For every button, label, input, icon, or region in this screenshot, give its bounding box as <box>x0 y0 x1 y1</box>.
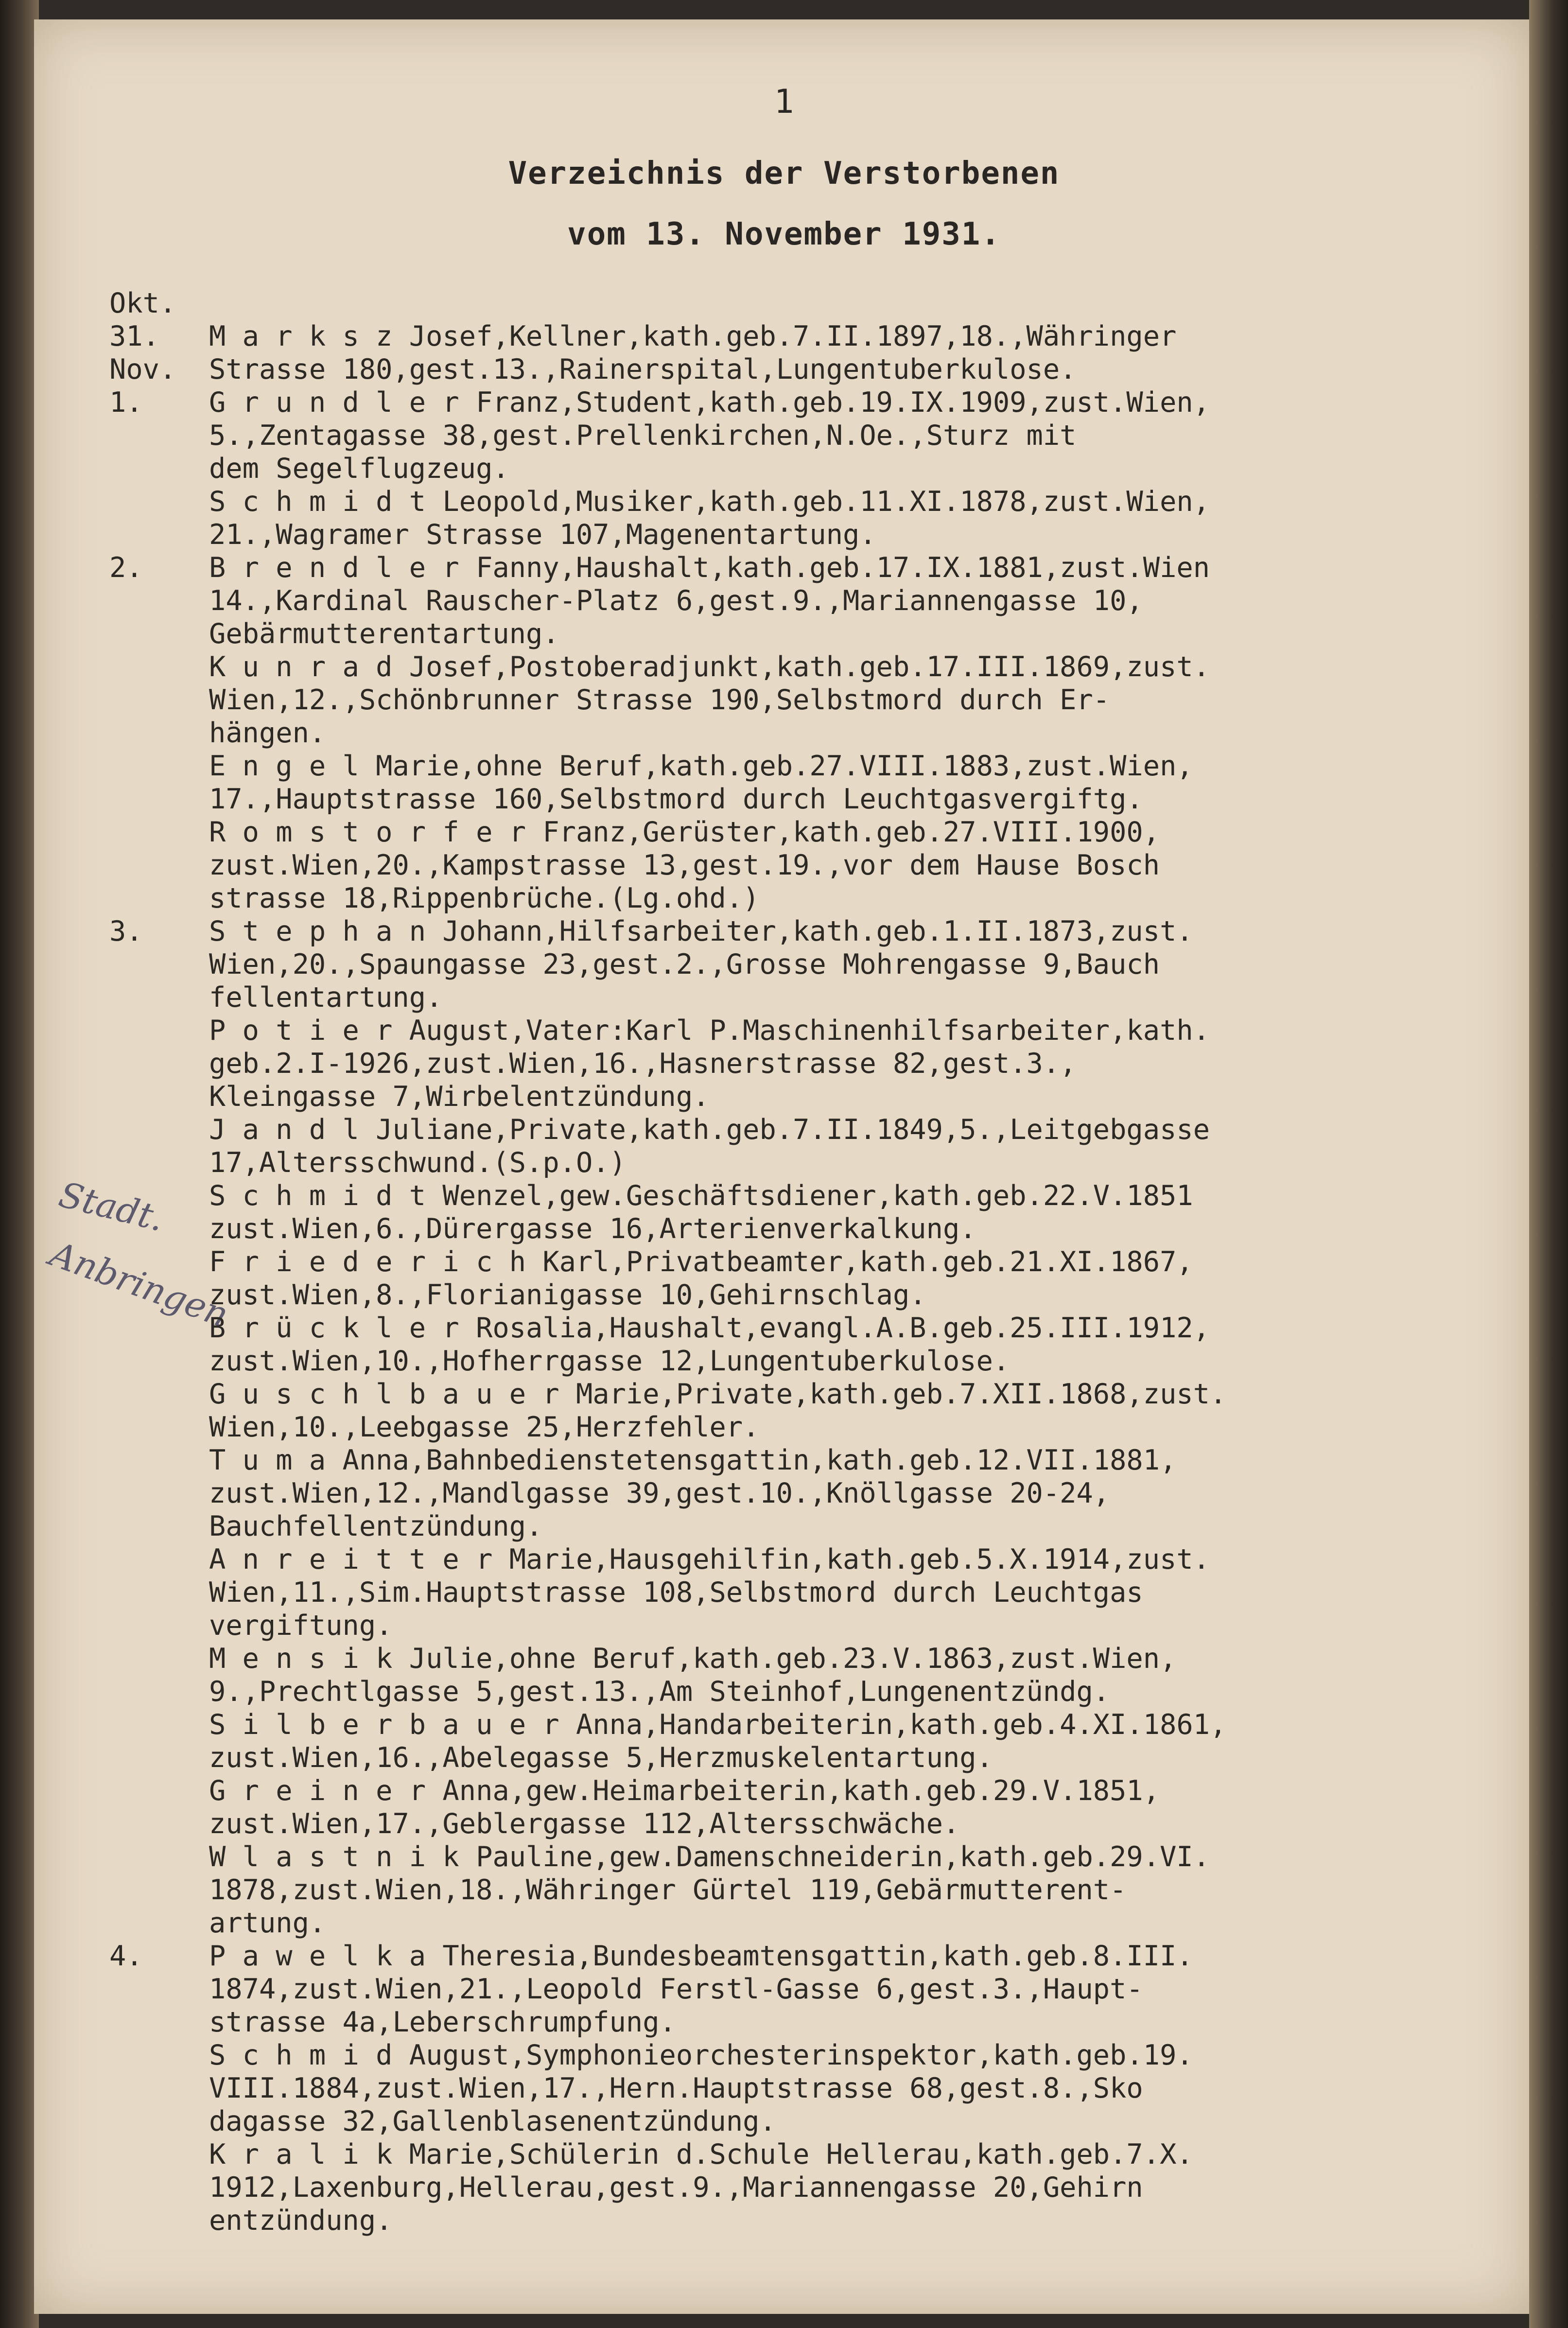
entry-text: S c h m i d t Wenzel,gew.Geschäftsdiener,kath.geb.22.V.1851 <box>209 1180 1193 1212</box>
document-subtitle: vom 13. November 1931. <box>567 216 1001 252</box>
register-line <box>109 1840 1499 1873</box>
entry-text: M e n s i k Julie,ohne Beruf,kath.geb.23.V.1863,zust.Wien, <box>209 1643 1177 1675</box>
register-line <box>109 1940 1499 1973</box>
entry-text: hängen. <box>209 717 326 749</box>
entry-text: zust.Wien,12.,Mandlgasse 39,gest.10.,Knöllgasse 20-24, <box>209 1477 1110 1509</box>
handwritten-margin-note: Anbringen <box>45 1233 234 1336</box>
entry-text: Strasse 180,gest.13.,Rainerspital,Lungentuberkulose. <box>209 353 1077 385</box>
register-line <box>109 1345 1499 1378</box>
entry-text: zust.Wien,16.,Abelegasse 5,Herzmuskelentartung. <box>209 1742 993 1774</box>
register-line <box>109 485 1499 518</box>
register-line <box>109 650 1499 683</box>
entry-text: A n r e i t t e r Marie,Hausgehilfin,kath.geb.5.X.1914,zust. <box>209 1543 1210 1575</box>
register-line <box>109 2006 1499 2039</box>
date-column: Nov. <box>109 353 176 385</box>
register-line <box>109 1973 1499 2006</box>
register-line <box>109 1378 1499 1411</box>
register-line <box>109 882 1499 915</box>
entry-text: Kleingasse 7,Wirbelentzündung. <box>209 1081 710 1113</box>
register-line <box>109 1807 1499 1840</box>
register-line <box>109 1510 1499 1543</box>
register-line <box>109 1212 1499 1245</box>
register-line <box>109 1080 1499 1113</box>
entry-text: vergiftung. <box>209 1610 393 1642</box>
register-line <box>109 915 1499 948</box>
register-line <box>109 1609 1499 1642</box>
entry-text: fellentartung. <box>209 981 443 1014</box>
handwritten-margin-note: Stadt. <box>55 1173 169 1240</box>
register-line <box>109 1907 1499 1940</box>
entry-text: S c h m i d August,Symphonieorchesterinspektor,kath.geb.19. <box>209 2039 1193 2071</box>
register-line <box>109 419 1499 452</box>
register-line <box>109 783 1499 816</box>
register-line <box>109 948 1499 981</box>
register-line <box>109 1873 1499 1907</box>
entry-text: K r a l i k Marie,Schülerin d.Schule Hellerau,kath.geb.7.X. <box>209 2138 1193 2170</box>
document-title: Verzeichnis der Verstorbenen <box>508 156 1060 192</box>
register-line <box>109 2039 1499 2072</box>
entry-text: 1874,zust.Wien,21.,Leopold Ferstl-Gasse 6,gest.3.,Haupt- <box>209 1973 1143 2005</box>
entry-text: G r u n d l e r Franz,Student,kath.geb.19.IX.1909,zust.Wien, <box>209 386 1210 419</box>
entry-text: VIII.1884,zust.Wien,17.,Hern.Hauptstrasse 68,gest.8.,Sko <box>209 2072 1143 2104</box>
entry-text: Gebärmutterentartung. <box>209 618 559 650</box>
register-line <box>109 353 1499 386</box>
entry-text: T u m a Anna,Bahnbedienstetensgattin,kath.geb.12.VII.1881, <box>209 1444 1177 1476</box>
entry-text: 5.,Zentagasse 38,gest.Prellenkirchen,N.Oe.,Sturz mit <box>209 420 1077 452</box>
entry-text: zust.Wien,10.,Hofherrgasse 12,Lungentuberkulose. <box>209 1345 1010 1377</box>
book-binding-shadow <box>0 0 39 2328</box>
entry-text: zust.Wien,20.,Kampstrasse 13,gest.19.,vor dem Hause Bosch <box>209 849 1160 881</box>
register-line <box>109 1675 1499 1708</box>
entry-text: 1878,zust.Wien,18.,Währinger Gürtel 119,Gebärmutterent- <box>209 1874 1127 1906</box>
entry-text: G u s c h l b a u e r Marie,Private,kath.geb.7.XII.1868,zust. <box>209 1378 1227 1410</box>
date-column: 4. <box>109 1940 143 1972</box>
entry-text: G r e i n e r Anna,gew.Heimarbeiterin,kath.geb.29.V.1851, <box>209 1775 1160 1807</box>
register-line <box>109 1047 1499 1080</box>
date-column: 1. <box>109 386 143 419</box>
register-line <box>109 1774 1499 1807</box>
register-line <box>109 386 1499 419</box>
entry-text: geb.2.I-1926,zust.Wien,16.,Hasnerstrasse 82,gest.3., <box>209 1048 1077 1080</box>
register-line <box>109 1312 1499 1345</box>
register-line <box>109 287 1499 320</box>
register-line <box>109 1576 1499 1609</box>
death-register-entries <box>109 287 1499 2237</box>
entry-text: artung. <box>209 1907 326 1939</box>
register-line <box>109 1278 1499 1312</box>
register-line <box>109 1642 1499 1675</box>
register-line <box>109 2138 1499 2171</box>
entry-text: B r e n d l e r Fanny,Haushalt,kath.geb.17.IX.1881,zust.Wien <box>209 552 1210 584</box>
entry-text: S i l b e r b a u e r Anna,Handarbeiterin,kath.geb.4.XI.1861, <box>209 1709 1227 1741</box>
entry-text: 14.,Kardinal Rauscher-Platz 6,gest.9.,Mariannengasse 10, <box>209 585 1143 617</box>
entry-text: 17,Altersschwund.(S.p.O.) <box>209 1147 626 1179</box>
register-line <box>109 1113 1499 1146</box>
register-line <box>109 1741 1499 1774</box>
register-line <box>109 551 1499 584</box>
register-line <box>109 2105 1499 2138</box>
register-line <box>109 717 1499 750</box>
entry-text: P o t i e r August,Vater:Karl P.Maschinenhilfsarbeiter,kath. <box>209 1015 1210 1047</box>
page-edge-shadow <box>1529 0 1568 2328</box>
entry-text: 9.,Prechtlgasse 5,gest.13.,Am Steinhof,Lungenentzündg. <box>209 1676 1110 1708</box>
register-line <box>109 1179 1499 1212</box>
register-line <box>109 1245 1499 1278</box>
entry-text: J a n d l Juliane,Private,kath.geb.7.II.1849,5.,Leitgebgasse <box>209 1114 1210 1146</box>
entry-text: K u n r a d Josef,Postoberadjunkt,kath.geb.17.III.1869,zust. <box>209 651 1210 683</box>
register-line <box>109 518 1499 551</box>
entry-text: strasse 4a,Leberschrumpfung. <box>209 2006 676 2038</box>
register-line <box>109 452 1499 485</box>
entry-text: strasse 18,Rippenbrüche.(Lg.ohd.) <box>209 882 760 914</box>
entry-text: S c h m i d t Leopold,Musiker,kath.geb.11.XI.1878,zust.Wien, <box>209 486 1210 518</box>
entry-text: Wien,10.,Leebgasse 25,Herzfehler. <box>209 1411 760 1443</box>
register-line <box>109 2072 1499 2105</box>
entry-text: Wien,20.,Spaungasse 23,gest.2.,Grosse Mohrengasse 9,Bauch <box>209 948 1160 980</box>
date-column: 3. <box>109 915 143 947</box>
register-line <box>109 320 1499 353</box>
register-line <box>109 1014 1499 1047</box>
register-line <box>109 1146 1499 1179</box>
entry-text: F r i e d e r i c h Karl,Privatbeamter,kath.geb.21.XI.1867, <box>209 1246 1193 1278</box>
register-line <box>109 584 1499 617</box>
entry-text: Wien,11.,Sim.Hauptstrasse 108,Selbstmord durch Leuchtgas <box>209 1576 1143 1609</box>
register-line <box>109 2171 1499 2204</box>
entry-text: W l a s t n i k Pauline,gew.Damenschneiderin,kath.geb.29.VI. <box>209 1841 1210 1873</box>
entry-text: B r ü c k l e r Rosalia,Haushalt,evangl.A.B.geb.25.III.1912, <box>209 1312 1210 1344</box>
date-column: 31. <box>109 320 159 352</box>
register-line <box>109 1477 1499 1510</box>
entry-text: 1912,Laxenburg,Hellerau,gest.9.,Mariannengasse 20,Gehirn <box>209 2171 1143 2204</box>
page-number: 1 <box>774 83 794 121</box>
entry-text: zust.Wien,6.,Dürergasse 16,Arterienverkalkung. <box>209 1213 976 1245</box>
entry-text: S t e p h a n Johann,Hilfsarbeiter,kath.geb.1.II.1873,zust. <box>209 915 1193 947</box>
entry-text: P a w e l k a Theresia,Bundesbeamtensgattin,kath.geb.8.III. <box>209 1940 1193 1972</box>
register-line <box>109 849 1499 882</box>
date-column: Okt. <box>109 287 176 319</box>
entry-text: R o m s t o r f e r Franz,Gerüster,kath.geb.27.VIII.1900, <box>209 816 1160 848</box>
entry-text: Wien,12.,Schönbrunner Strasse 190,Selbstmord durch Er- <box>209 684 1110 716</box>
register-line <box>109 981 1499 1014</box>
entry-text: Bauchfellentzündung. <box>209 1510 543 1542</box>
entry-text: E n g e l Marie,ohne Beruf,kath.geb.27.VIII.1883,zust.Wien, <box>209 750 1193 782</box>
entry-text: M a r k s z Josef,Kellner,kath.geb.7.II.1897,18.,Währinger <box>209 320 1177 352</box>
entry-text: 17.,Hauptstrasse 160,Selbstmord durch Leuchtgasvergiftg. <box>209 783 1143 815</box>
register-line <box>109 2204 1499 2237</box>
register-line <box>109 1708 1499 1741</box>
register-line <box>109 617 1499 650</box>
register-line <box>109 1543 1499 1576</box>
date-column: 2. <box>109 552 143 584</box>
register-line <box>109 750 1499 783</box>
register-line <box>109 1411 1499 1444</box>
entry-text: entzündung. <box>209 2205 393 2237</box>
entry-text: dem Segelflugzeug. <box>209 453 509 485</box>
register-line <box>109 816 1499 849</box>
entry-text: zust.Wien,17.,Geblergasse 112,Altersschwäche. <box>209 1808 960 1840</box>
entry-text: zust.Wien,8.,Florianigasse 10,Gehirnschlag. <box>209 1279 926 1311</box>
entry-text: dagasse 32,Gallenblasenentzündung. <box>209 2105 776 2137</box>
register-line <box>109 683 1499 717</box>
register-line <box>109 1444 1499 1477</box>
entry-text: 21.,Wagramer Strasse 107,Magenentartung. <box>209 519 876 551</box>
